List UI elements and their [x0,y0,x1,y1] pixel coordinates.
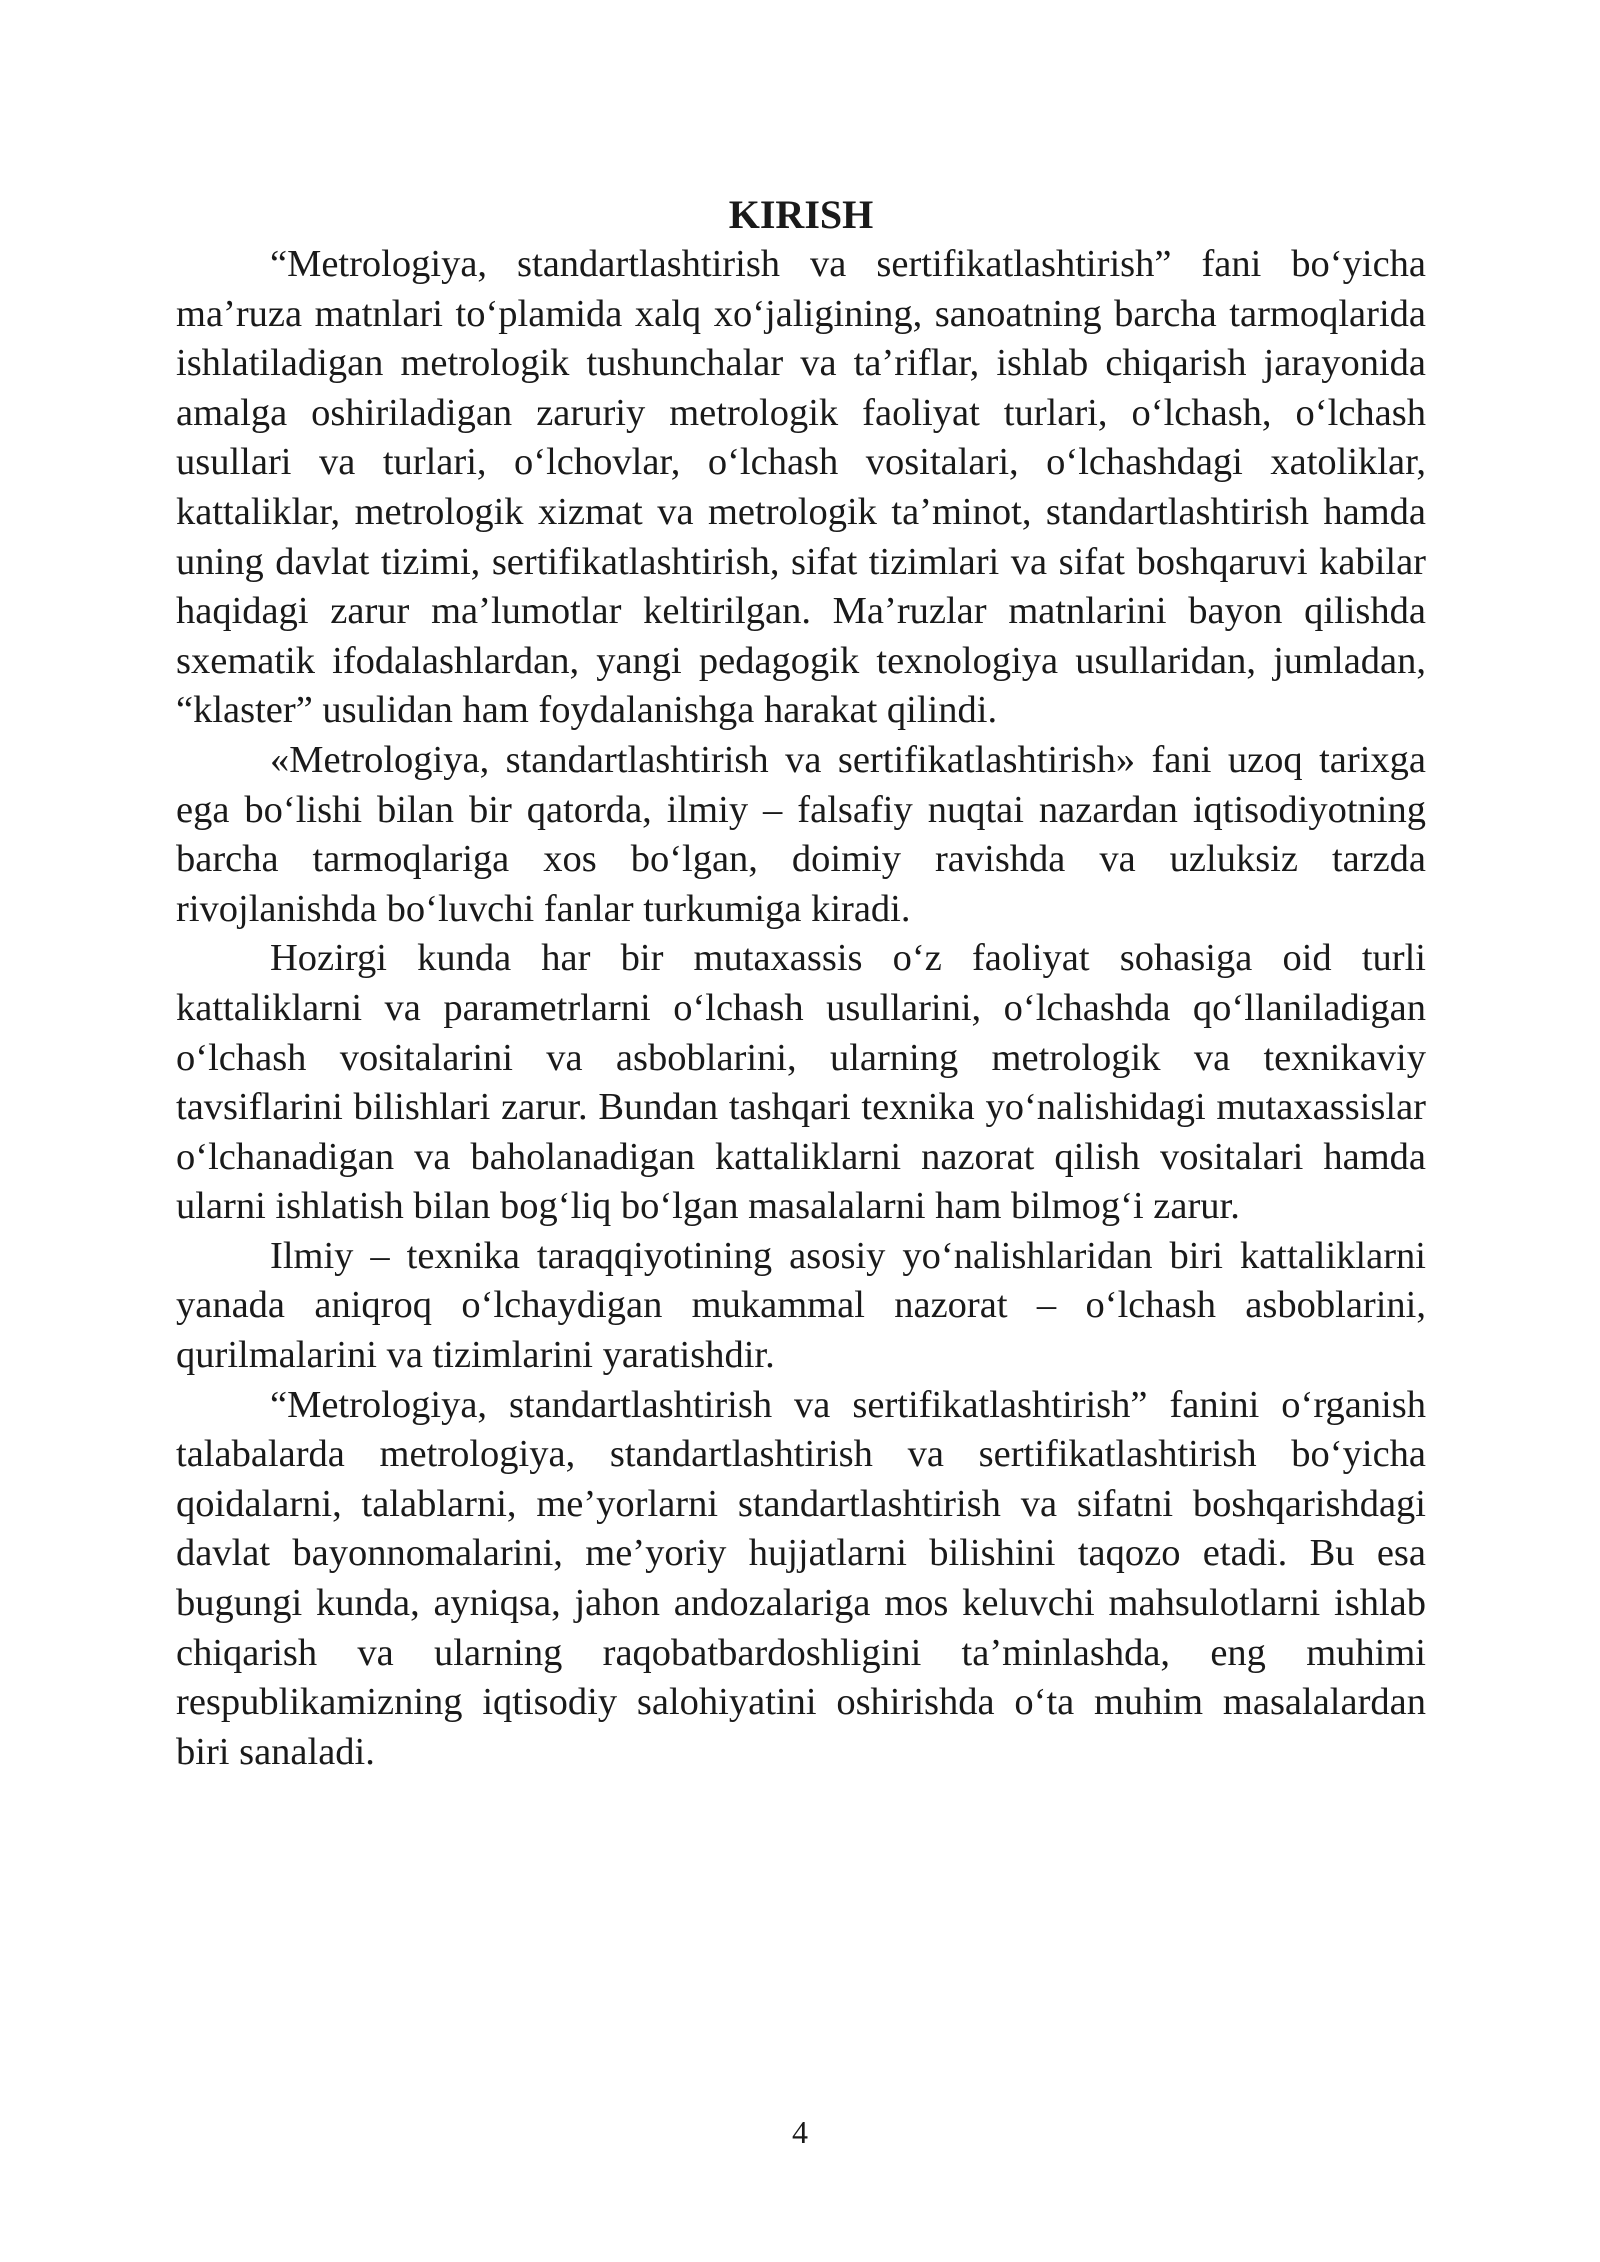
paragraph-specialist: Hozirgi kunda har bir mutaxassis o‘z faoliyat sohasiga oid turli kattaliklarni va parametrlarni o‘lchash usullarini, o‘lchashda qo‘llaniladigan o‘lchash vositalarini va asboblarini, ularning metrologik va texnikaviy tavsiflarini bilishlari zarur. Bundan tashqari texnika yo‘nalishidagi mutaxassislar o‘lchanadigan va baholanadigan kattaliklarni nazorat qilish vositalari hamda ularni ishlatish bilan bog‘liq bo‘lgan masalalarni ham bilmog‘i zarur. [176,937,1426,1228]
paragraph-history: «Metrologiya, standartlashtirish va sertifikatlashtirish» fani uzoq tarixga ega bo‘lishi bilan bir qatorda, ilmiy – falsafiy nuqtai nazardan iqtisodiyotning barcha tarmoqlariga xos bo‘lgan, doimiy ravishda va uzluksiz tarzda rivojlanishda bo‘luvchi fanlar turkumiga kiradi. [176,738,1426,930]
page-number: 4 [792,2114,808,2150]
page-content [176,190,1426,1777]
paragraph-study: “Metrologiya, standartlashtirish va sertifikatlashtirish” fanini o‘rganish talabalarda metrologiya, standartlashtirish va sertifikatlashtirish bo‘yicha qoidalarni, talablarni, me’yorlarni standartlashtirish va sifatni boshqarishdagi davlat bayonnomalarini, me’yoriy hujjatlarni bilishini taqozo etadi. Bu esa bugungi kunda, ayniqsa, jahon andozalariga mos keluvchi mahsulotlarni ishlab chiqarish va ularning raqobatbardoshligini ta’minlashda, eng muhimi respublikamizning iqtisodiy salohiyatini oshirishda o‘ta muhim masalalardan biri sanaladi. [176,1383,1426,1773]
paragraph-progress: Ilmiy – texnika taraqqiyotining asosiy yo‘nalishlaridan biri kattaliklarni yanada aniqroq o‘lchaydigan mukammal nazorat – o‘lchash asboblarini, qurilmalarini va tizimlarini yaratishdir. [176,1234,1426,1377]
section-title: KIRISH [728,192,874,237]
paragraph-intro: “Metrologiya, standartlashtirish va sertifikatlashtirish” fani bo‘yicha ma’ruza matnlari to‘plamida xalq xo‘jaligining, sanoatning barcha tarmoqlarida ishlatiladigan metrologik tushunchalar va ta’riflar, ishlab chiqarish jarayonida amalga oshiriladigan zaruriy metrologik faoliyat turlari, o‘lchash, o‘lchash usullari va turlari, o‘lchovlar, o‘lchash vositalari, o‘lchashdagi xatoliklar, kattaliklar, metrologik xizmat va metrologik ta’minot, standartlashtirish hamda uning davlat tizimi, sertifikatlashtirish, sifat tizimlari va sifat boshqaruvi kabilar haqidagi zarur ma’lumotlar keltirilgan. Ma’ruzlar matnlarini bayon qilishda sxematik ifodalashlardan, yangi pedagogik texnologiya usullaridan, jumladan, “klaster” usulidan ham foydalanishga harakat qilindi. [176,243,1426,732]
